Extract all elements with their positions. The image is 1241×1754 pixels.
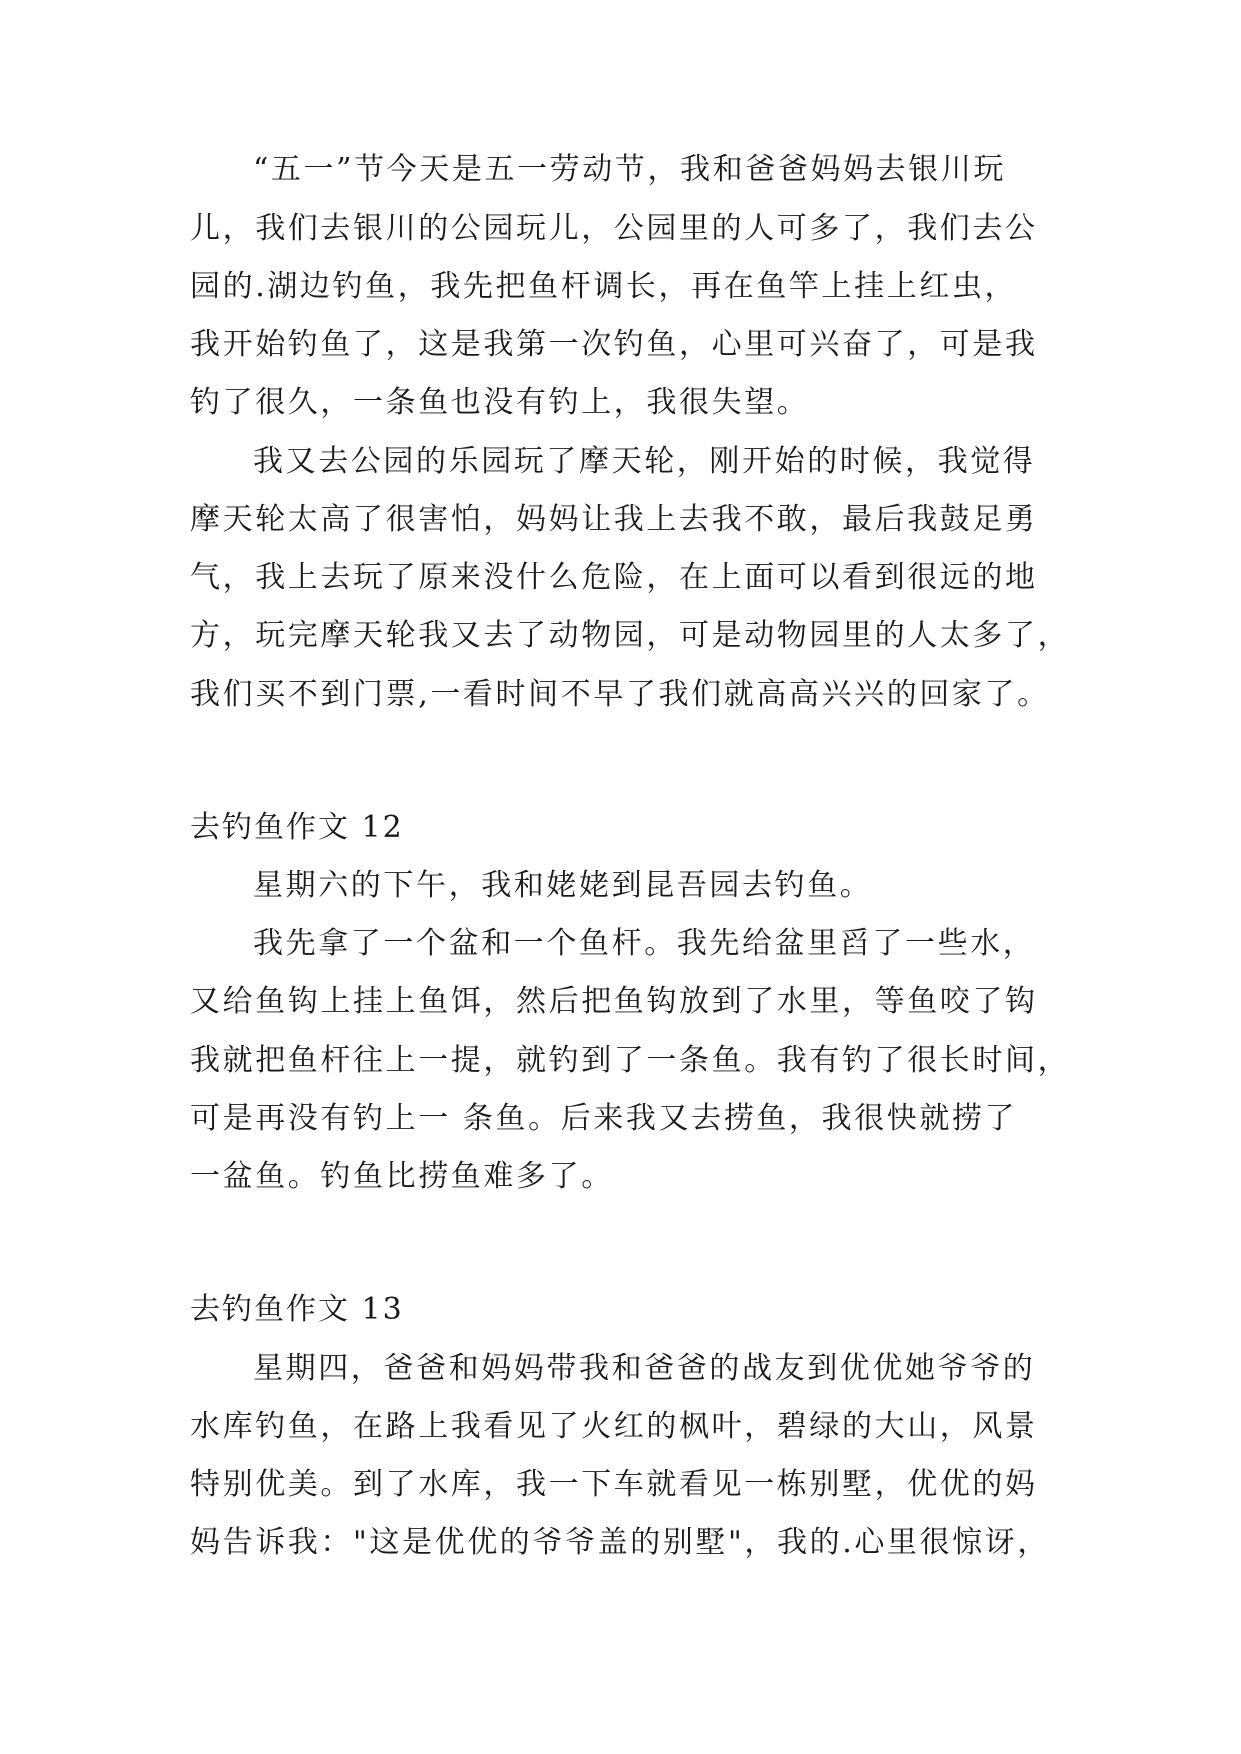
paragraph-line: 气，我上去玩了原来没什么危险，在上面可以看到很远的地 xyxy=(190,560,1038,595)
paragraph-line: 我就把鱼杆往上一提，就钓到了一条鱼。我有钓了很长时间， xyxy=(190,1043,1071,1078)
paragraph-line: 我又去公园的乐园玩了摩天轮，刚开始的时候，我觉得 xyxy=(253,444,1036,479)
paragraph-line: 方，玩完摩天轮我又去了动物园，可是动物园里的人太多了， xyxy=(190,618,1071,653)
paragraph-line: 我开始钓鱼了，这是我第一次钓鱼，心里可兴奋了，可是我 xyxy=(190,327,1038,362)
paragraph-line: 妈告诉我："这是优优的爷爷盖的别墅"，我的.心里很惊讶， xyxy=(190,1525,1050,1560)
paragraph-line: 可是再没有钓上一 条鱼。后来我又去捞鱼，我很快就捞了 xyxy=(190,1101,1018,1136)
section-heading: 去钓鱼作文 12 xyxy=(190,810,404,845)
paragraph-line: 水库钓鱼，在路上我看见了火红的枫叶，碧绿的大山，风景 xyxy=(190,1409,1038,1444)
paragraph-line: 特别优美。到了水库，我一下车就看见一栋别墅，优优的妈 xyxy=(190,1467,1038,1502)
paragraph-line: “五一”节今天是五一劳动节，我和爸爸妈妈去银川玩 xyxy=(253,152,1007,187)
paragraph-line: 一盆鱼。钓鱼比捞鱼难多了。 xyxy=(190,1159,614,1194)
paragraph-line: 儿，我们去银川的公园玩儿，公园里的人可多了，我们去公 xyxy=(190,211,1038,246)
paragraph-line: 我先拿了一个盆和一个鱼杆。我先给盆里舀了一些水， xyxy=(253,926,1036,961)
section-heading: 去钓鱼作文 13 xyxy=(190,1292,404,1327)
paragraph-line: 星期六的下午，我和姥姥到昆吾园去钓鱼。 xyxy=(253,868,873,903)
paragraph-line: 钓了很久，一条鱼也没有钓上，我很失望。 xyxy=(190,385,810,420)
paragraph-line: 我们买不到门票,一看时间不早了我们就高高兴兴的回家了。 xyxy=(190,677,1050,712)
paragraph-line: 摩天轮太高了很害怕，妈妈让我上去我不敢，最后我鼓足勇 xyxy=(190,502,1038,537)
paragraph-line: 园的.湖边钓鱼，我先把鱼杆调长，再在鱼竿上挂上红虫， xyxy=(190,269,1018,304)
paragraph-line: 又给鱼钩上挂上鱼饵，然后把鱼钩放到了水里，等鱼咬了钩 xyxy=(190,984,1038,1019)
paragraph-line: 星期四，爸爸和妈妈带我和爸爸的战友到优优她爷爷的 xyxy=(253,1351,1036,1386)
